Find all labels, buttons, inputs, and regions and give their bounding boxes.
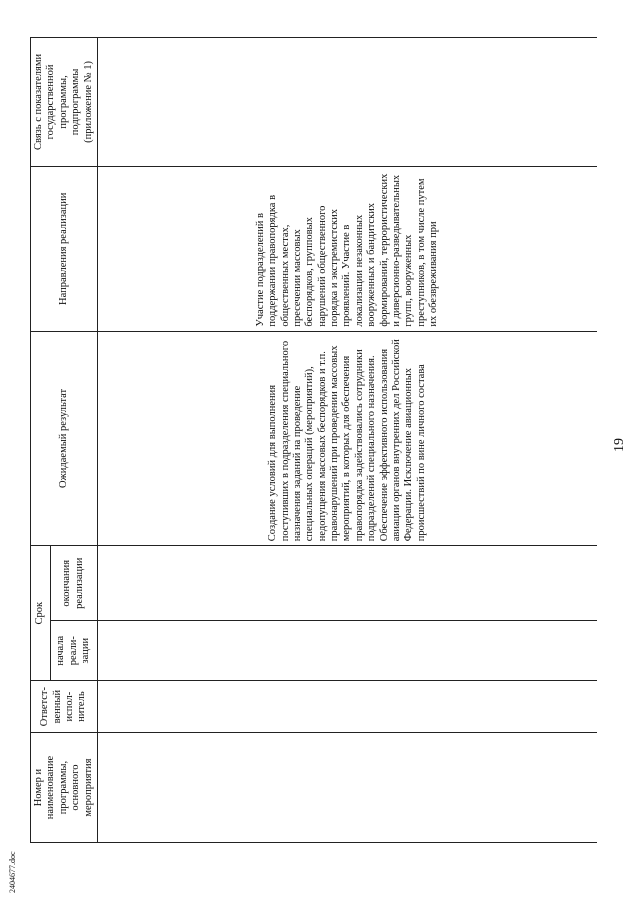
header-responsible: Ответст-венный испол-нитель [31, 681, 98, 733]
header-program-name: Номер и наименование программы, основного мероприятия [31, 733, 98, 843]
document-id: 2404677.doc [8, 851, 17, 893]
cell-directions: Участие подразделений в поддержании правопорядка в общественных местах, пресечении массовых беспорядков, групповых нарушений общественного порядка и экстремистских проявлений. Участие в локализации незаконных вооруженных и бандитских формирований, террористических и диверсионно-разведывательных групп, вооруженных преступников, в том числе путем их обезвреживания при [97, 166, 597, 331]
page-number: 19 [612, 438, 627, 452]
cell-term-start [97, 621, 597, 681]
cell-term-end [97, 546, 597, 621]
header-expected-result: Ожидаемый результат [31, 331, 98, 546]
cell-indicator-link [97, 38, 597, 167]
cell-expected-result: Создание условий для выполнения поступивших в подразделения специального назначения заданий на проведение специальных операций (мероприятий), недопущения массовых беспорядков и т.п. правонарушений при проведении массовых мероприятий, в которых для обеспечения правопорядка задействовались сотрудники подразделений специального назначения. Обеспечение эффективного использования авиации органов внутренних дел Российской Федерации. Исключение авиационных происшествий по вине личного состава [97, 331, 597, 546]
header-term-start: начала реали-зации [50, 621, 97, 681]
program-table [30, 37, 597, 843]
cell-program-name [97, 733, 597, 843]
cell-responsible [97, 681, 597, 733]
header-indicator-link: Связь с показателями государственной программы, подпрограммы (приложение № 1) [31, 38, 98, 167]
table-row [97, 38, 597, 843]
header-directions: Направления реализации [31, 166, 98, 331]
header-term: Срок [31, 546, 51, 681]
header-term-end: окончания реализации [50, 546, 97, 621]
